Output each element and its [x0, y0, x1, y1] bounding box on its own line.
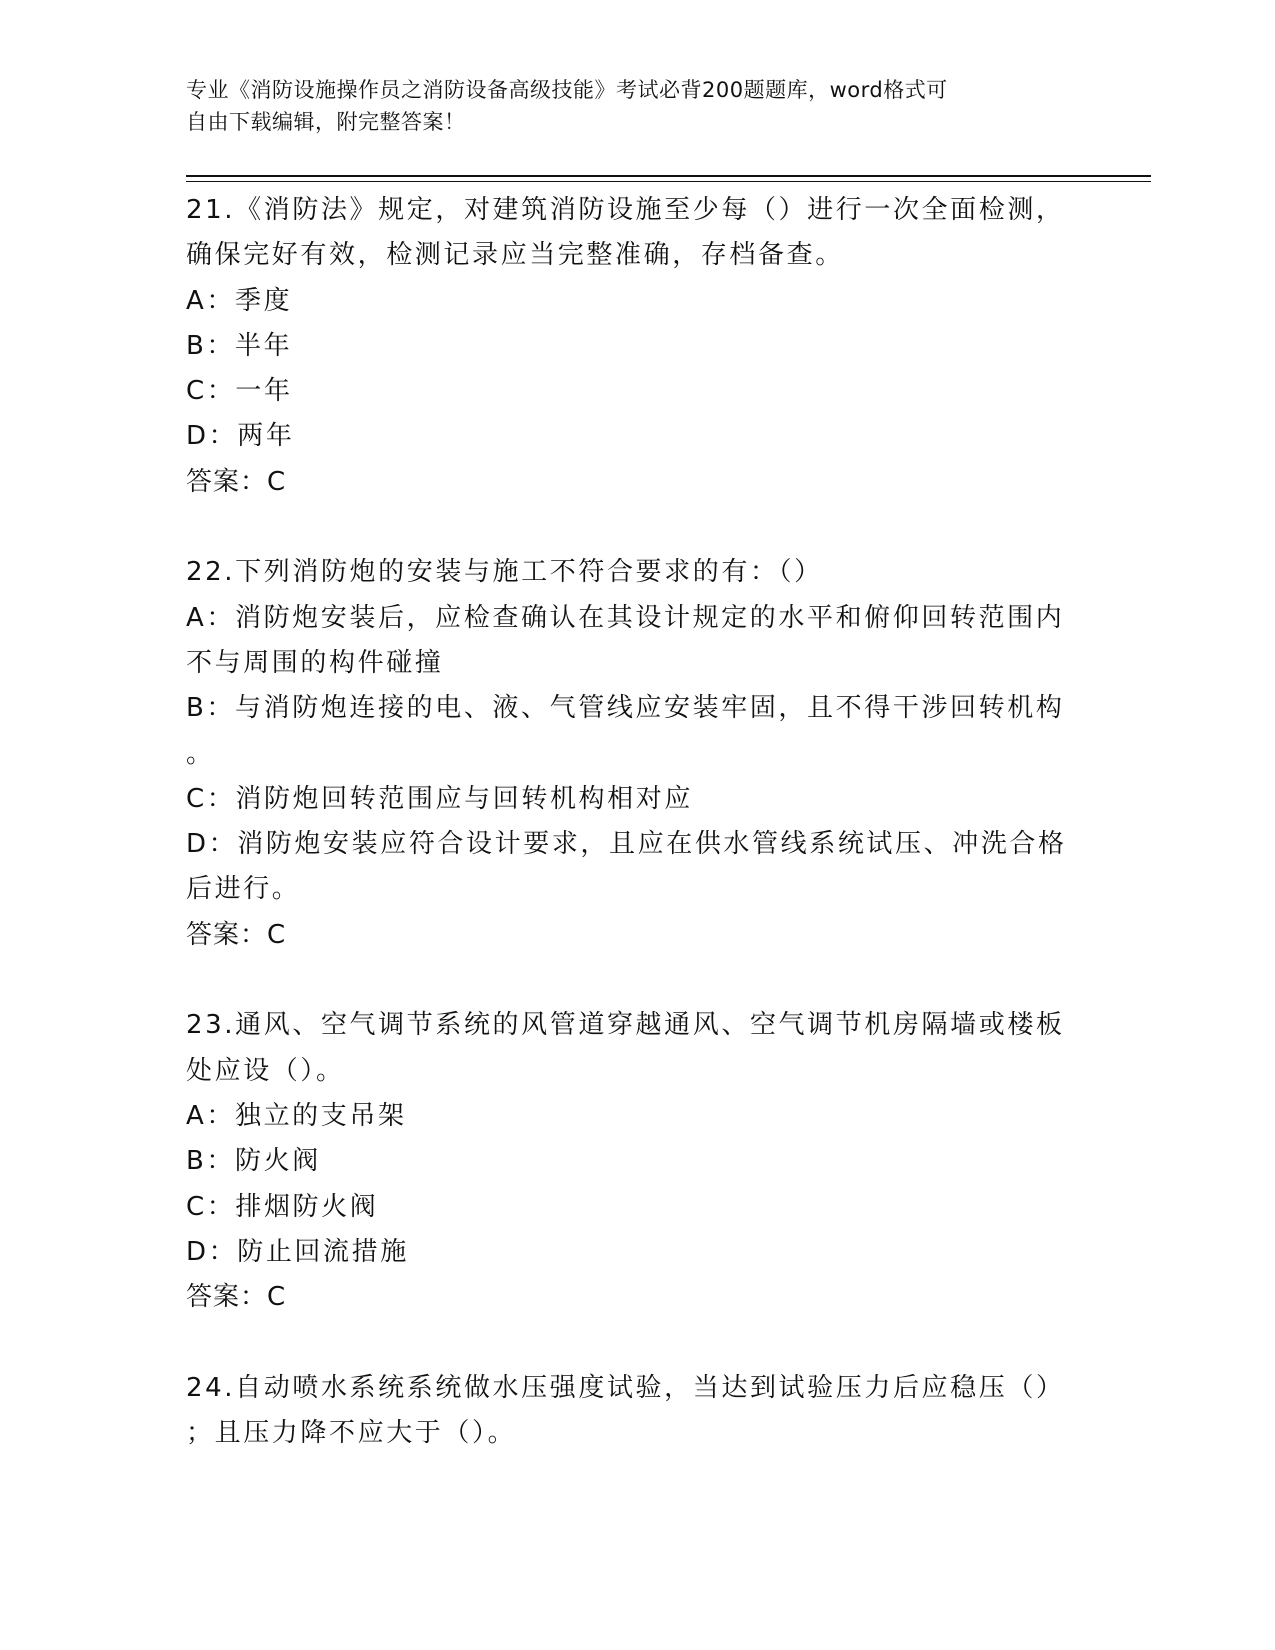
- question-stem-line: 22.下列消防炮的安装与施工不符合要求的有：（）: [186, 557, 823, 588]
- option-line: 。: [186, 738, 215, 769]
- header-line-2: 自由下载编辑，附完整答案！: [186, 110, 466, 134]
- question-block: [186, 550, 1076, 958]
- option-line: D：防止回流措施: [186, 1236, 409, 1267]
- option-line: D：消防炮安装应符合设计要求，且应在供水管线系统试压、冲洗合格: [186, 829, 1067, 860]
- question-stem-line: 21.《消防法》规定，对建筑消防设施至少每（）进行一次全面检测，: [186, 195, 1065, 225]
- header-divider-thick: [186, 175, 1151, 177]
- question-block: [186, 1366, 1076, 1457]
- question-stem-line: 确保完好有效，检测记录应当完整准确，存档备查。: [186, 240, 844, 271]
- question-stem-line: ；且压力降不应大于（）。: [186, 1418, 517, 1449]
- option-line: C：排烟防火阀: [186, 1191, 379, 1222]
- option-line: 后进行。: [186, 874, 301, 905]
- header-divider-thin: [186, 181, 1151, 182]
- option-line: B：与消防炮连接的电、液、气管线应安装牢固，且不得干涉回转机构: [186, 693, 1065, 724]
- question-spacer: [186, 505, 1076, 550]
- question-spacer: [186, 958, 1076, 1003]
- header-line-1: 专业《消防设施操作员之消防设备高级技能》考试必背200题题库，word格式可: [186, 78, 948, 102]
- question-stem-line: 24.自动喷水系统系统做水压强度试验，当达到试验压力后应稳压（）: [186, 1372, 1065, 1403]
- option-line: C：消防炮回转范围应与回转机构相对应: [186, 783, 693, 814]
- option-line: 不与周围的构件碰撞: [186, 647, 444, 678]
- question-stem-line: 23.通风、空气调节系统的风管道穿越通风、空气调节机房隔墙或楼板: [186, 1010, 1065, 1041]
- option-line: A：独立的支吊架: [186, 1100, 407, 1131]
- option-line: A：消防炮安装后，应检查确认在其设计规定的水平和俯仰回转范围内: [186, 602, 1065, 633]
- option-line: A：季度: [186, 285, 293, 316]
- option-line: B：防火阀: [186, 1146, 321, 1177]
- answer-line: 答案：C: [186, 919, 287, 950]
- question-list: [186, 188, 1076, 1456]
- answer-line: 答案：C: [186, 466, 287, 497]
- document-header: [186, 74, 1086, 138]
- question-block: [186, 188, 1076, 505]
- option-line: C：一年: [186, 376, 293, 407]
- question-spacer: [186, 1320, 1076, 1365]
- option-line: B：半年: [186, 330, 293, 361]
- option-line: D：两年: [186, 421, 295, 452]
- question-stem-line: 处应设（）。: [186, 1055, 345, 1086]
- question-block: [186, 1003, 1076, 1320]
- answer-line: 答案：C: [186, 1282, 287, 1313]
